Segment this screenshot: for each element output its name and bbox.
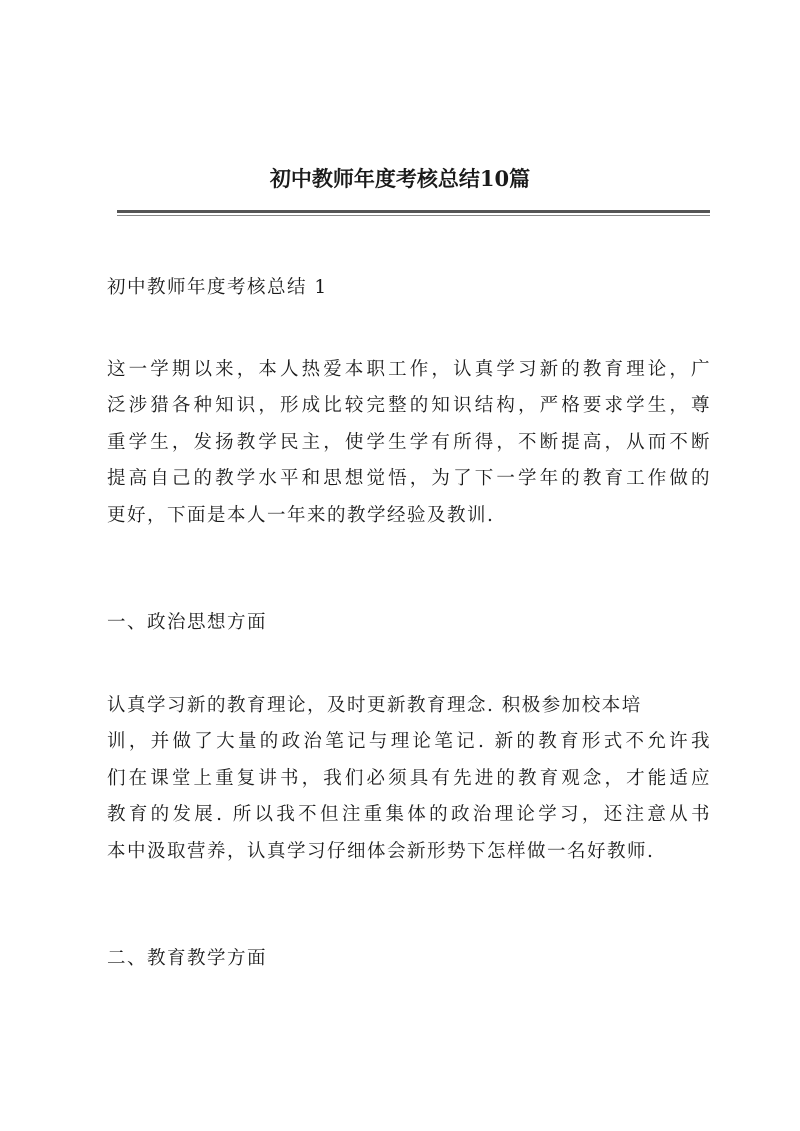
- paragraph-line: 更好，下面是本人一年来的教学经验及教训.: [107, 504, 495, 526]
- section-heading-text: 初中教师年度考核总结 1: [107, 277, 328, 298]
- part-one-heading-text: 一、政治思想方面: [107, 612, 268, 633]
- part-two-heading-text: 二、教育教学方面: [107, 948, 268, 969]
- paragraph-line: 教育的发展. 所以我不但注重集体的政治理论学习，还注意从书: [107, 804, 711, 826]
- paragraph-line: 泛涉猎各种知识，形成比较完整的知识结构，严格要求学生，尊: [107, 395, 711, 417]
- paragraph-line: 这一学期以来，本人热爱本职工作，认真学习新的教育理论，广: [107, 359, 711, 380]
- paragraph-line: 本中汲取营养，认真学习仔细体会新形势下怎样做一名好教师.: [107, 840, 655, 862]
- title-underline-thin: [117, 215, 710, 216]
- part-one-heading: [107, 605, 711, 641]
- document-title: 初中教师年度考核总结10篇: [269, 166, 531, 191]
- intro-paragraph: [107, 352, 711, 534]
- paragraph-line: 认真学习新的教育理论，及时更新教育理念. 积极参加校本培: [107, 695, 642, 716]
- section-heading: [107, 270, 711, 306]
- title-underline: [117, 210, 710, 213]
- paragraph-line: 重学生，发扬教学民主，使学生学有所得，不断提高，从而不断: [107, 431, 711, 453]
- part-one-paragraph: [107, 688, 711, 870]
- paragraph-line: 训，并做了大量的政治笔记与理论笔记. 新的教育形式不允许我: [107, 731, 711, 753]
- paragraph-line: 提高自己的教学水平和思想觉悟，为了下一学年的教育工作做的: [107, 468, 711, 490]
- paragraph-line: 们在课堂上重复讲书，我们必须具有先进的教育观念，才能适应: [107, 767, 711, 789]
- part-two-heading: [107, 941, 711, 977]
